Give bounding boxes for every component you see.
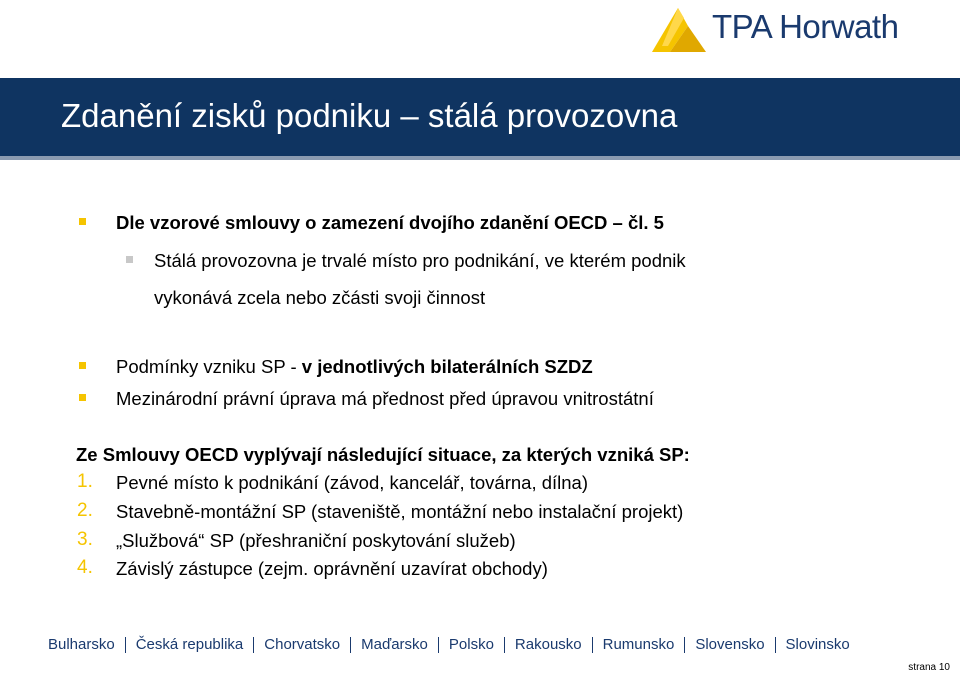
footer-divider (350, 637, 351, 653)
footer-divider (253, 637, 254, 653)
bullet-icon (79, 394, 86, 401)
section1-sub-line2: vykonává zcela nebo zčásti svoji činnost (154, 287, 486, 308)
footer-divider (775, 637, 776, 653)
footer-country: Bulharsko (48, 636, 115, 653)
list-item: Závislý zástupce (zejm. oprávnění uzavírat obchody) (116, 558, 548, 579)
footer-country: Rakousko (514, 636, 582, 653)
list-item: „Službová“ SP (přeshraniční poskytování služeb) (116, 530, 516, 551)
list-number: 4. (77, 557, 93, 578)
section1-sub-line1: Stálá provozovna je trvalé místo pro podnikání, ve kterém podnik (154, 250, 686, 271)
footer-divider (504, 637, 505, 653)
footer-country: Maďarsko (361, 636, 428, 653)
list-item: Stavebně-montážní SP (staveniště, montážní nebo instalační projekt) (116, 501, 684, 522)
section1-heading: Dle vzorové smlouvy o zamezení dvojího zdanění OECD – čl. 5 (116, 212, 664, 233)
footer-country-list (48, 636, 850, 653)
section2-item1-prefix: Podmínky vzniku SP - (116, 356, 302, 377)
list-number: 2. (77, 500, 93, 521)
page-number: strana 10 (908, 662, 950, 673)
footer-country: Chorvatsko (264, 636, 341, 653)
list-item: Pevné místo k podnikání (závod, kancelář, továrna, dílna) (116, 472, 589, 493)
section2-item1-bold: v jednotlivých bilaterálních SZDZ (301, 356, 593, 377)
footer-country: Slovinsko (785, 636, 850, 653)
footer-country: Slovensko (695, 636, 765, 653)
list-number: 1. (77, 471, 93, 492)
footer-country: Rumunsko (602, 636, 675, 653)
footer-divider (125, 637, 126, 653)
bullet-icon (79, 218, 86, 225)
section2-item1 (116, 356, 593, 378)
footer-country: Česká republika (135, 636, 244, 653)
footer-divider (684, 637, 685, 653)
section3-heading: Ze Smlouvy OECD vyplývají následující situace, za kterých vzniká SP: (76, 444, 690, 465)
bullet-icon (79, 362, 86, 369)
section2-item2: Mezinárodní právní úprava má přednost před úpravou vnitrostátní (116, 388, 654, 409)
footer-country: Polsko (448, 636, 494, 653)
list-number: 3. (77, 529, 93, 550)
sub-bullet-icon (126, 256, 133, 263)
slide-title: Zdanění zisků podniku – stálá provozovna (61, 97, 678, 134)
logo-text: TPA Horwath (712, 8, 899, 45)
footer-divider (438, 637, 439, 653)
footer-divider (592, 637, 593, 653)
